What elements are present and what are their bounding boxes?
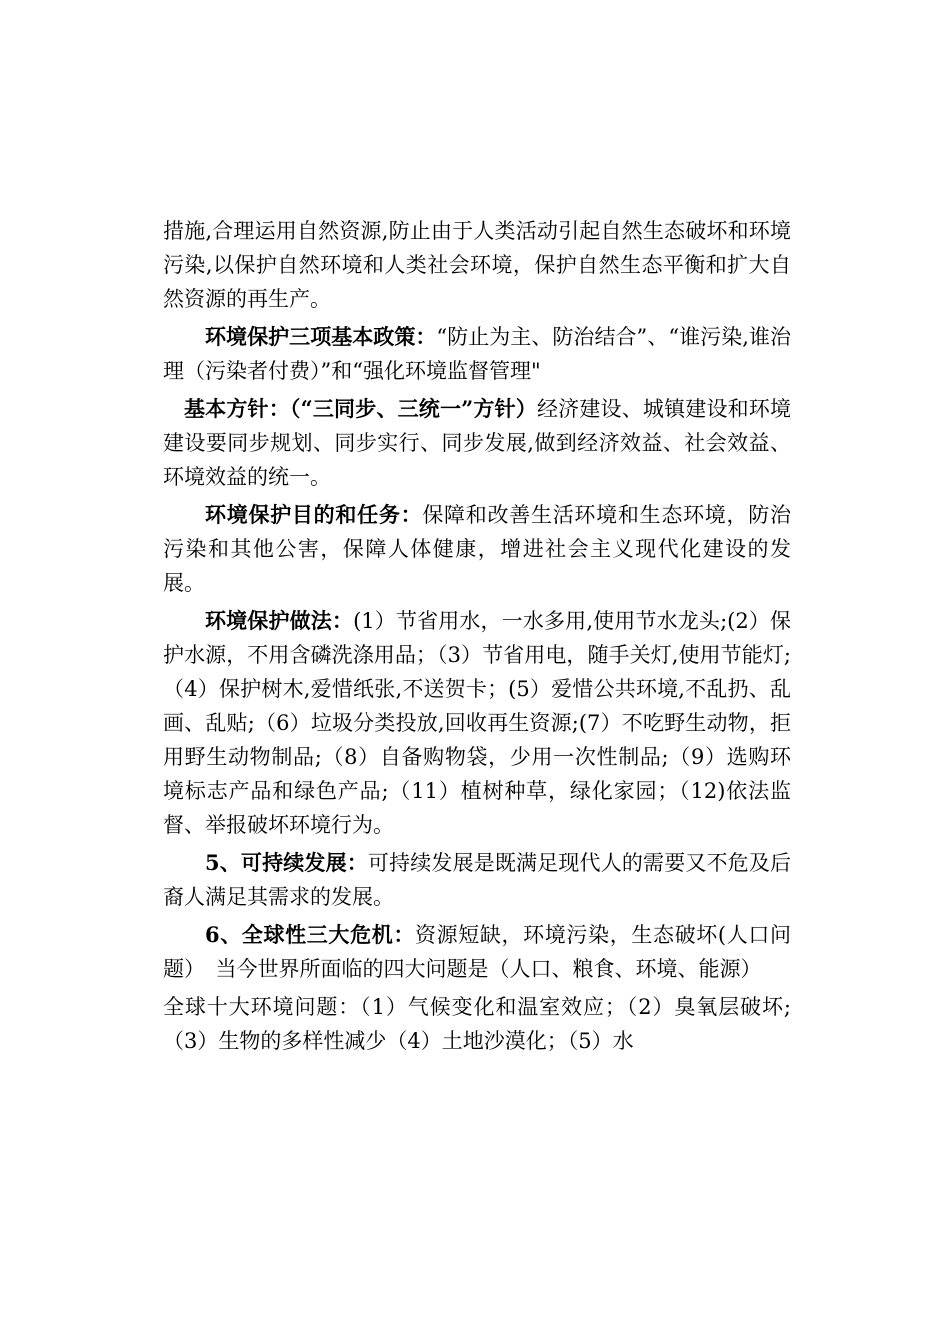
paragraph-basic-guideline (163, 392, 791, 494)
document-page (163, 214, 791, 1062)
heading-global-crises: 6、全球性三大危机： (205, 922, 415, 947)
text-basic-guideline: 经济建设、城镇建设和环境建设要同步规划、同步实行、同步发展,做到经济效益、社会效益、环境效益的统一。 (163, 397, 791, 489)
heading-basic-policies: 环境保护三项基本政策： (205, 324, 437, 349)
paragraph-global-issues: 全球十大环境问题：（1）气候变化和温室效应；（2）臭氧层破坏;（3）生物的多样性减少（4）土地沙漠化；（5）水 (163, 995, 791, 1053)
heading-practices: 环境保护做法： (205, 608, 354, 633)
paragraph-intro: 措施,合理运用自然资源,防止由于人类活动引起自然生态破坏和环境污染,以保护自然环境和人类社会环境，保护自然生态平衡和扩大自然资源的再生产。 (163, 219, 791, 311)
paragraph-practices (163, 604, 791, 842)
heading-purpose-tasks: 环境保护目的和任务： (205, 502, 423, 527)
text-basic-policies: “防止为主、防治结合”、“谁污染,谁治理（污染者付费）”和“强化环境监督管理" (163, 325, 791, 383)
heading-sustainable-development: 5、可持续发展： (205, 850, 368, 875)
paragraph-purpose-tasks (163, 498, 791, 600)
paragraph-sustainable-development (163, 846, 791, 914)
text-sustainable-development: 可持续发展是既满足现代人的需要又不危及后裔人满足其需求的发展。 (163, 851, 791, 909)
paragraph-global-crises (163, 918, 791, 986)
paragraph-basic-policies (163, 320, 791, 388)
text-practices: (1）节省用水，一水多用,使用节水龙头;(2）保护水源，不用含磷洗涤用品；（3）节省用电，随手关灯,使用节能灯;（4）保护树木,爱惜纸张,不送贺卡；(5）爱惜公共环境,不乱扔、乱画、乱贴;（6）垃圾分类投放,回收再生资源;(7）不吃野生动物，拒用野生动物制品;（8）自备购物袋，少用一次性制品;（9）选购环境标志产品和绿色产品;（11）植树种草，绿化家园；（12)依法监督、举报破坏环境行为。 (163, 609, 792, 837)
text-global-crises: 资源短缺，环境污染，生态破坏(人口问题） 当今世界所面临的四大问题是（人口、粮食、环境、能源） (163, 923, 791, 981)
text-purpose-tasks: 保障和改善生活环境和生态环境，防治污染和其他公害，保障人体健康，增进社会主义现代化建设的发展。 (163, 503, 792, 595)
heading-basic-guideline: 基本方针：（“三同步、三统一”方针） (184, 396, 537, 421)
